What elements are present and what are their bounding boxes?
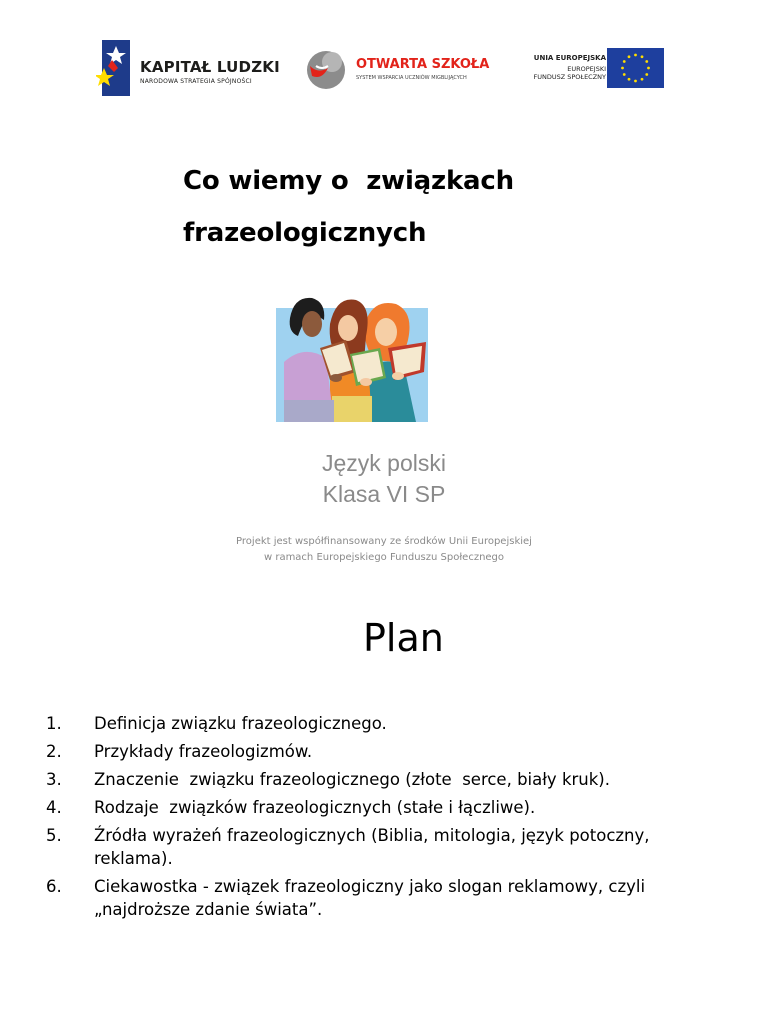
eu-star-icon (634, 80, 637, 83)
subject-name: Język polski (322, 450, 446, 476)
eu-star-icon (634, 54, 637, 57)
list-item-number: 2. (46, 742, 62, 761)
class-name: Klasa VI SP (322, 481, 446, 507)
list-item (46, 768, 686, 791)
list-item (46, 712, 686, 735)
eu-star-icon (645, 60, 648, 63)
eu-logo (520, 40, 680, 90)
list-item (46, 740, 686, 763)
list-item (46, 824, 686, 870)
plan-title: Plan (363, 616, 444, 660)
eu-star-icon (645, 73, 648, 76)
eu-fund-line2: FUNDUSZ SPOŁECZNY (533, 73, 606, 81)
list-item (46, 875, 686, 921)
eu-star-icon (647, 67, 650, 70)
eu-star-icon (623, 73, 626, 76)
eu-star-icon (641, 78, 644, 81)
slide-title-line2: frazeologicznych (183, 218, 427, 248)
eu-star-icon (621, 67, 624, 70)
eu-star-icon (641, 55, 644, 58)
list-item-number: 3. (46, 770, 62, 789)
list-item-number: 1. (46, 714, 62, 733)
list-item-text: Ciekawostka - związek frazeologiczny jako slogan reklamowy, czyli „najdroższe zdanie świata”. (94, 877, 651, 919)
otwarta-szkola-name: OTWARTA SZKOŁA (356, 57, 490, 72)
kapital-ludzki-name: KAPITAŁ LUDZKI (140, 58, 280, 76)
list-item-text: Przykłady frazeologizmów. (94, 742, 313, 761)
eu-star-icon (628, 78, 631, 81)
slide-title-line1: Co wiemy o związkach (183, 166, 514, 196)
list-item-text: Rodzaje związków frazeologicznych (stałe i łączliwe). (94, 798, 536, 817)
otwarta-szkola-logo (306, 38, 496, 98)
list-item-text: Definicja związku frazeologicznego. (94, 714, 387, 733)
eu-name: UNIA EUROPEJSKA (533, 54, 606, 62)
girls-reading-illustration (276, 296, 428, 422)
list-item-text: Źródła wyrażeń frazeologicznych (Biblia, mitologia, język potoczny, reklama). (94, 826, 655, 868)
eu-flag-icon (607, 48, 664, 88)
plan-list (46, 712, 686, 926)
eu-fund-line1: EUROPEJSKI (567, 65, 606, 73)
subject-block (234, 448, 534, 510)
list-item-number: 6. (46, 877, 62, 896)
eu-star-icon (623, 60, 626, 63)
otwarta-szkola-emblem-icon (306, 44, 352, 92)
otwarta-szkola-subtitle: SYSTEM WSPARCIA UCZNIÓW MIGBLIJĄCYCH (356, 75, 467, 81)
cofunding-note (184, 534, 584, 566)
list-item-number: 4. (46, 798, 62, 817)
slide-title (183, 155, 603, 259)
eu-star-icon (628, 55, 631, 58)
kapital-ludzki-logo (96, 38, 306, 98)
list-item-text: Znaczenie związku frazeologicznego (złote serce, biały kruk). (94, 770, 610, 789)
kapital-ludzki-emblem-icon (96, 38, 132, 98)
list-item (46, 796, 686, 819)
list-item-number: 5. (46, 826, 62, 845)
kapital-ludzki-subtitle: NARODOWA STRATEGIA SPÓJNOŚCI (140, 78, 252, 85)
cofunding-line2: w ramach Europejskiego Funduszu Społecznego (263, 552, 505, 563)
logo-bar (70, 30, 690, 110)
cofunding-line1: Projekt jest współfinansowany ze środków Unii Europejskiej (236, 536, 532, 547)
